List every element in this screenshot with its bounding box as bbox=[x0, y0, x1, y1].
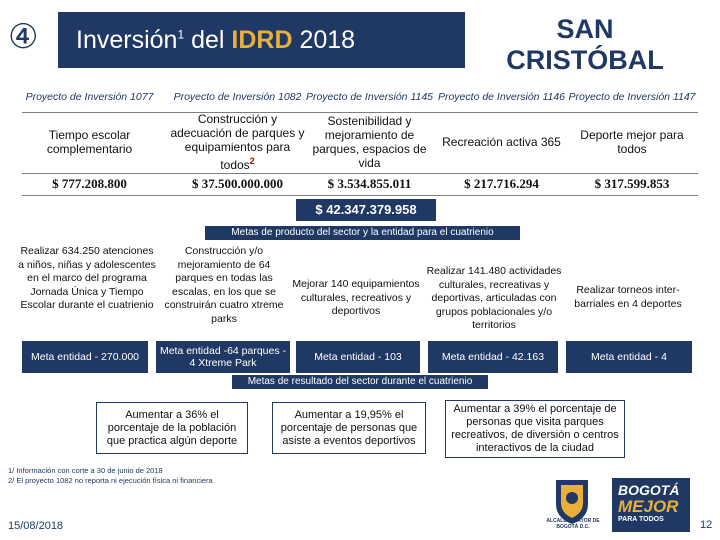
logo-line: BOGOTÁ bbox=[618, 482, 680, 498]
footnotes bbox=[8, 466, 213, 486]
project-column bbox=[22, 82, 157, 192]
project-description: Construcción y adecuación de parques y equipamientos para todos$^2$ bbox=[170, 112, 305, 172]
project-value: $ 317.599.853 bbox=[594, 176, 670, 191]
meta-entidad-box: Meta entidad - 103 bbox=[296, 341, 420, 373]
page-title: Inversión$^1$ del IDRD 2018 bbox=[76, 25, 356, 54]
project-description: Deporte mejor para todos bbox=[580, 128, 684, 156]
project-column bbox=[567, 82, 697, 192]
project-header: Proyecto de Inversión 1082 bbox=[173, 90, 302, 103]
metas-producto-label: Metas de producto del sector y la entidad para el cuatrienio bbox=[205, 226, 520, 240]
resultado-box: Aumentar a 19,95% el porcentaje de personas que asiste a eventos deportivos bbox=[272, 402, 426, 454]
meta-description: Construcción y/o mejoramiento de 64 parques en todas las escalas, en los que se construirán cuatro xtreme parks bbox=[164, 245, 284, 325]
total-investment: $ 42.347.379.958 bbox=[296, 199, 436, 221]
project-column bbox=[302, 82, 437, 192]
meta-entidad-box: Meta entidad - 4 bbox=[566, 341, 692, 373]
meta-entidad-box: Meta entidad - 270.000 bbox=[22, 341, 148, 373]
project-description: Tiempo escolar complementario bbox=[46, 128, 133, 156]
meta-description: Realizar 141.480 actividades culturales, recreativas y deportivas, articuladas con grupos poblacionales y/o territorios bbox=[426, 265, 562, 331]
project-header: Proyecto de Inversión 1077 bbox=[25, 90, 154, 103]
section-number: ④ bbox=[8, 17, 39, 57]
logo-line: PARA TODOS bbox=[618, 516, 664, 523]
logo-line: MEJOR bbox=[618, 497, 679, 516]
bogota-mejor-logo bbox=[612, 478, 690, 532]
project-value: $ 777.208.800 bbox=[52, 176, 127, 191]
meta-description: Mejorar 140 equipamientos culturales, recreativos y deportivos bbox=[292, 278, 420, 317]
footnote: 1/ Información con corte a 30 de junio de 2018 bbox=[8, 466, 163, 475]
project-column bbox=[170, 82, 305, 192]
report-date: 15/08/2018 bbox=[8, 520, 64, 532]
project-description: Recreación activa 365 bbox=[442, 135, 561, 149]
crest-caption: ALCALDÍA MAYOR DE BOGOTÁ D.C. bbox=[546, 518, 600, 530]
meta-entidad-box: Meta entidad -64 parques - 4 Xtreme Park bbox=[156, 341, 290, 373]
project-header: Proyecto de Inversión 1145 bbox=[305, 90, 434, 103]
meta-description: Realizar 634.250 atenciones a niños, niñas y adolescentes en el marco del programa Jornada Única y Tiempo Escolar durante el cuatrienio bbox=[18, 245, 156, 311]
resultado-box: Aumentar a 36% el porcentaje de la población que practica algún deporte bbox=[96, 402, 248, 454]
meta-description: Realizar torneos inter-barriales en 4 deportes bbox=[574, 284, 682, 310]
project-column bbox=[434, 82, 569, 192]
project-header: Proyecto de Inversión 1147 bbox=[568, 90, 696, 103]
project-value: $ 217.716.294 bbox=[464, 176, 539, 191]
resultado-box: Aumentar a 39% el porcentaje de personas que visita parques recreativos, de diversión o centros interactivos de la ciudad bbox=[445, 400, 625, 458]
page-number: 12 bbox=[700, 519, 713, 531]
project-value: $ 3.534.855.011 bbox=[327, 176, 412, 191]
project-value: $ 37.500.000.000 bbox=[192, 176, 283, 191]
project-description: Sostenibilidad y mejoramiento de parques, espacios de vida bbox=[312, 114, 427, 170]
metas-resultado-label: Metas de resultado del sector durante el cuatrienio bbox=[232, 375, 488, 389]
project-header: Proyecto de Inversión 1146 bbox=[437, 90, 566, 103]
footnote: 2/ El proyecto 1082 no reporta ni ejecución física ni financiera bbox=[8, 476, 213, 485]
meta-entidad-box: Meta entidad - 42.163 bbox=[428, 341, 558, 373]
location-title: SAN CRISTÓBAL bbox=[506, 14, 664, 75]
title-bar bbox=[58, 12, 465, 68]
